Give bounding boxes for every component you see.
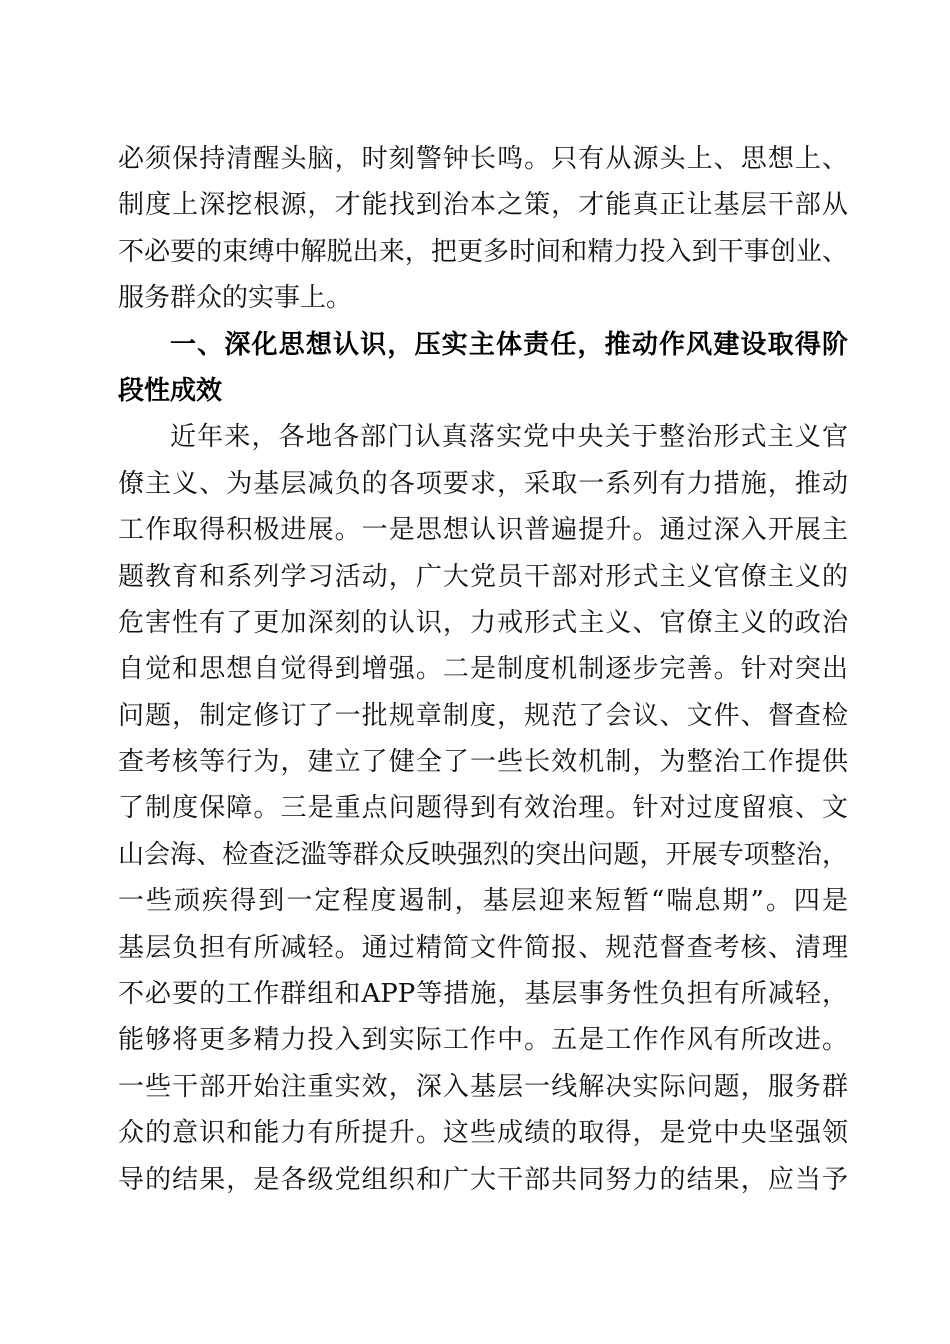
intro-line-3: 不必要的束缚中解脱出来，把更多时间和精力投入到干事创业、 [118,236,848,267]
intro-line-4: 服务群众的实事上。 [118,283,353,314]
heading-line-1: 一、深化思想认识，压实主体责任，推动作风建设取得阶 [170,329,848,360]
body-line-7: 问题，制定修订了一批规章制度，规范了会议、文件、督查检 [118,700,848,731]
body-line-17: 导的结果，是各级党组织和广大干部共同努力的结果，应当予 [118,1164,848,1195]
body-line-8: 查考核等行为，建立了健全了一些长效机制，为整治工作提供 [118,747,848,778]
intro-line-1: 必须保持清醒头脑，时刻警钟长鸣。只有从源头上、思想上、 [118,144,848,174]
intro-line-2: 制度上深挖根源，才能找到治本之策，才能真正让基层干部从 [118,190,848,221]
intro-paragraph [118,136,848,322]
body-line-12: 基层负担有所减轻。通过精简文件简报、规范督查考核、清理 [118,932,848,963]
body-line-13: 不必要的工作群组和APP等措施，基层事务性负担有所减轻， [118,979,848,1010]
body-line-6: 自觉和思想自觉得到增强。二是制度机制逐步完善。针对突出 [118,654,848,685]
document-body [118,136,848,1203]
section-heading [118,322,848,415]
body-line-15: 一些干部开始注重实效，深入基层一线解决实际问题，服务群 [118,1071,848,1102]
body-line-16: 众的意识和能力有所提升。这些成绩的取得，是党中央坚强领 [118,1118,848,1149]
body-line-2: 僚主义、为基层减负的各项要求，采取一系列有力措施，推动 [118,468,848,499]
body-line-10: 山会海、检查泛滥等群众反映强烈的突出问题，开展专项整治， [118,839,848,870]
body-line-3: 工作取得积极进展。一是思想认识普遍提升。通过深入开展主 [118,515,848,546]
body-line-9: 了制度保障。三是重点问题得到有效治理。针对过度留痕、文 [118,793,848,824]
body-line-1: 近年来，各地各部门认真落实党中央关于整治形式主义官 [170,422,848,453]
heading-line-2: 段性成效 [118,375,223,406]
body-paragraph [118,414,848,1203]
body-line-14: 能够将更多精力投入到实际工作中。五是工作作风有所改进。 [118,1025,848,1056]
body-line-5: 危害性有了更加深刻的认识，力戒形式主义、官僚主义的政治 [118,607,848,638]
body-line-11: 一些顽疾得到一定程度遏制，基层迎来短暂“喘息期”。四是 [118,886,848,917]
body-line-4: 题教育和系列学习活动，广大党员干部对形式主义官僚主义的 [118,561,848,592]
